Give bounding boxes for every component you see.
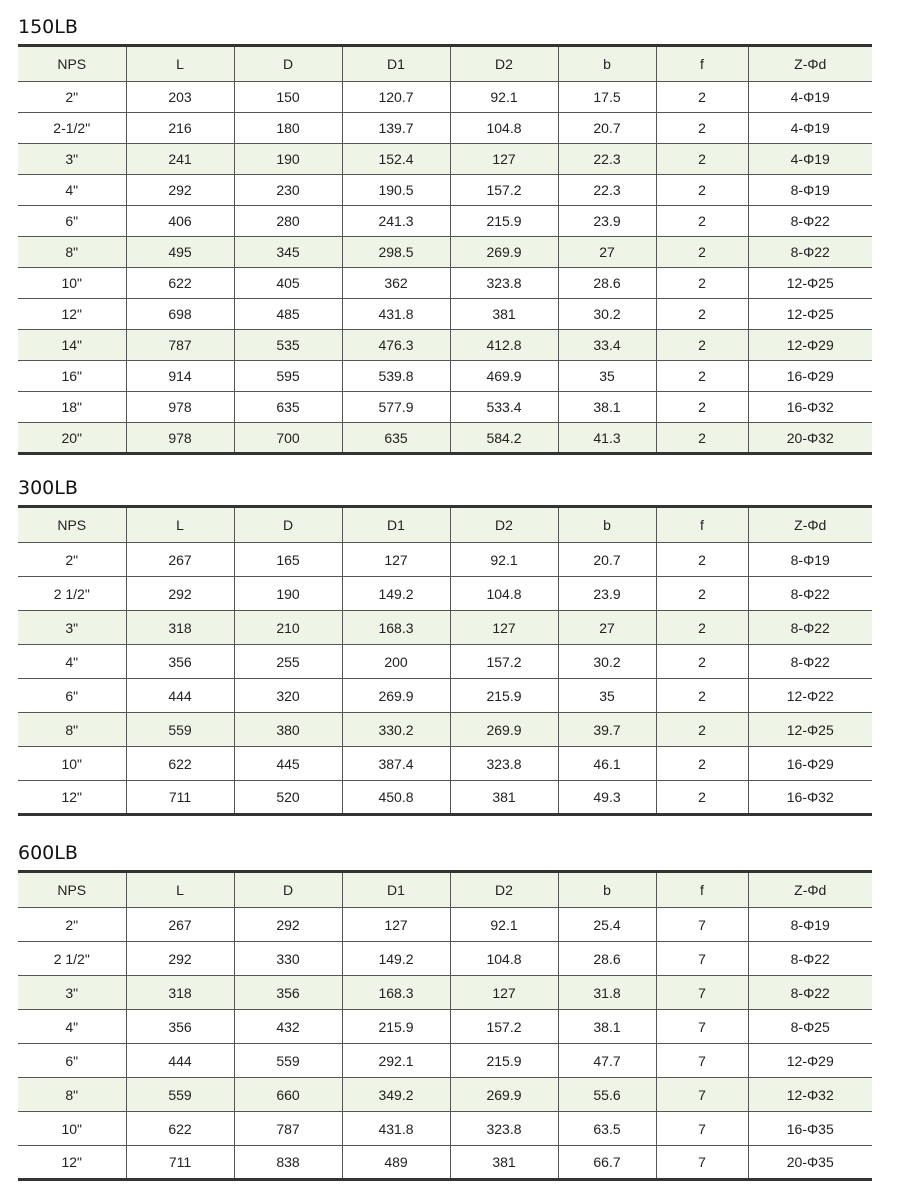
table-cell: 41.3 xyxy=(558,423,656,454)
table-cell: 2 xyxy=(656,679,748,713)
table-row xyxy=(18,942,872,976)
table-cell: 12-Φ25 xyxy=(748,268,872,299)
table-cell: 127 xyxy=(450,144,558,175)
table-cell: 2 xyxy=(656,113,748,144)
table-cell: 450.8 xyxy=(342,781,450,815)
table-cell: 269.9 xyxy=(450,713,558,747)
table-cell: 2 xyxy=(656,144,748,175)
table-cell: 269.9 xyxy=(342,679,450,713)
table-cell: 914 xyxy=(126,361,234,392)
header-row xyxy=(18,872,872,908)
table-cell: 216 xyxy=(126,113,234,144)
table-cell: 165 xyxy=(234,543,342,577)
column-header: NPS xyxy=(18,872,126,908)
column-header: D1 xyxy=(342,507,450,543)
table-cell: 711 xyxy=(126,781,234,815)
section-title: 150LB xyxy=(18,16,78,38)
table-cell: 27 xyxy=(558,237,656,268)
table-cell: 127 xyxy=(342,543,450,577)
table-cell: 292 xyxy=(126,175,234,206)
table-cell: 622 xyxy=(126,268,234,299)
table-cell: 20.7 xyxy=(558,113,656,144)
table-cell: 584.2 xyxy=(450,423,558,454)
table-row xyxy=(18,423,872,454)
table-cell: 469.9 xyxy=(450,361,558,392)
table-cell: 7 xyxy=(656,1112,748,1146)
table-cell: 292 xyxy=(126,942,234,976)
column-header: L xyxy=(126,507,234,543)
table-cell: 12-Φ25 xyxy=(748,713,872,747)
table-cell: 8-Φ19 xyxy=(748,175,872,206)
table-cell: 2 xyxy=(656,747,748,781)
table-cell: 444 xyxy=(126,679,234,713)
table-row xyxy=(18,1010,872,1044)
section-title: 600LB xyxy=(18,842,78,864)
table-cell: 149.2 xyxy=(342,942,450,976)
table-cell: 6" xyxy=(18,1044,126,1078)
table-row xyxy=(18,543,872,577)
table-cell: 190 xyxy=(234,144,342,175)
table-row xyxy=(18,1112,872,1146)
table-cell: 8-Φ22 xyxy=(748,577,872,611)
table-cell: 318 xyxy=(126,611,234,645)
table-cell: 4" xyxy=(18,1010,126,1044)
table-cell: 92.1 xyxy=(450,82,558,113)
table-cell: 3" xyxy=(18,611,126,645)
table-cell: 381 xyxy=(450,781,558,815)
table-row xyxy=(18,175,872,206)
table-cell: 30.2 xyxy=(558,645,656,679)
table-cell: 18" xyxy=(18,392,126,423)
table-cell: 330.2 xyxy=(342,713,450,747)
table-cell: 4-Φ19 xyxy=(748,82,872,113)
table-cell: 22.3 xyxy=(558,175,656,206)
table-row xyxy=(18,392,872,423)
table-cell: 2 xyxy=(656,543,748,577)
column-header: f xyxy=(656,507,748,543)
table-cell: 28.6 xyxy=(558,942,656,976)
table-cell: 520 xyxy=(234,781,342,815)
column-header: b xyxy=(558,46,656,82)
column-header: NPS xyxy=(18,46,126,82)
table-cell: 2 xyxy=(656,361,748,392)
column-header: D xyxy=(234,46,342,82)
table-cell: 2 xyxy=(656,299,748,330)
table-cell: 8-Φ25 xyxy=(748,1010,872,1044)
table-cell: 320 xyxy=(234,679,342,713)
table-cell: 10" xyxy=(18,747,126,781)
table-cell: 292.1 xyxy=(342,1044,450,1078)
table-cell: 35 xyxy=(558,361,656,392)
table-cell: 210 xyxy=(234,611,342,645)
table-cell: 35 xyxy=(558,679,656,713)
table-cell: 190 xyxy=(234,577,342,611)
table-cell: 533.4 xyxy=(450,392,558,423)
table-cell: 241 xyxy=(126,144,234,175)
table-cell: 12-Φ22 xyxy=(748,679,872,713)
table-cell: 485 xyxy=(234,299,342,330)
table-cell: 577.9 xyxy=(342,392,450,423)
table-cell: 38.1 xyxy=(558,392,656,423)
column-header: D2 xyxy=(450,872,558,908)
column-header: Z-Φd xyxy=(748,872,872,908)
table-cell: 2 xyxy=(656,330,748,361)
table-cell: 4-Φ19 xyxy=(748,144,872,175)
table-cell: 489 xyxy=(342,1146,450,1180)
table-cell: 139.7 xyxy=(342,113,450,144)
table-cell: 200 xyxy=(342,645,450,679)
table-cell: 476.3 xyxy=(342,330,450,361)
table-cell: 14" xyxy=(18,330,126,361)
table-cell: 16-Φ35 xyxy=(748,1112,872,1146)
table-cell: 150 xyxy=(234,82,342,113)
table-cell: 49.3 xyxy=(558,781,656,815)
table-cell: 298.5 xyxy=(342,237,450,268)
table-cell: 33.4 xyxy=(558,330,656,361)
table-cell: 356 xyxy=(126,645,234,679)
table-cell: 323.8 xyxy=(450,1112,558,1146)
table-cell: 20-Φ32 xyxy=(748,423,872,454)
spec-table-600lb xyxy=(18,870,872,1181)
table-cell: 4-Φ19 xyxy=(748,113,872,144)
table-cell: 203 xyxy=(126,82,234,113)
table-cell: 104.8 xyxy=(450,942,558,976)
column-header: b xyxy=(558,507,656,543)
table-cell: 559 xyxy=(234,1044,342,1078)
table-cell: 16-Φ29 xyxy=(748,361,872,392)
table-row xyxy=(18,1044,872,1078)
table-cell: 8-Φ19 xyxy=(748,908,872,942)
table-cell: 431.8 xyxy=(342,299,450,330)
table-cell: 215.9 xyxy=(450,206,558,237)
table-row xyxy=(18,361,872,392)
table-cell: 595 xyxy=(234,361,342,392)
table-cell: 2 xyxy=(656,392,748,423)
table-cell: 2 xyxy=(656,577,748,611)
table-cell: 356 xyxy=(126,1010,234,1044)
table-row xyxy=(18,976,872,1010)
table-cell: 10" xyxy=(18,1112,126,1146)
table-cell: 8-Φ22 xyxy=(748,611,872,645)
table-cell: 180 xyxy=(234,113,342,144)
table-cell: 104.8 xyxy=(450,577,558,611)
table-cell: 215.9 xyxy=(450,679,558,713)
table-cell: 12" xyxy=(61,789,83,805)
table-cell: 66.7 xyxy=(558,1146,656,1180)
table-cell: 412.8 xyxy=(450,330,558,361)
table-cell: 838 xyxy=(234,1146,342,1180)
table-cell: 267 xyxy=(126,543,234,577)
table-cell: 387.4 xyxy=(342,747,450,781)
header-row xyxy=(18,507,872,543)
table-cell: 46.1 xyxy=(558,747,656,781)
table-cell: 356 xyxy=(234,976,342,1010)
table-cell: 8" xyxy=(18,1078,126,1112)
table-cell: 7 xyxy=(656,1044,748,1078)
table-cell: 17.5 xyxy=(558,82,656,113)
table-cell: 12-Φ25 xyxy=(748,299,872,330)
column-header: L xyxy=(126,872,234,908)
table-cell: 280 xyxy=(234,206,342,237)
table-cell: 152.4 xyxy=(342,144,450,175)
table-row xyxy=(18,679,872,713)
table-cell: 20" xyxy=(18,423,126,454)
table-cell: 92.1 xyxy=(450,908,558,942)
table-cell: 8-Φ22 xyxy=(748,976,872,1010)
table-cell: 4" xyxy=(18,645,126,679)
table-row xyxy=(18,645,872,679)
table-cell: 622 xyxy=(126,747,234,781)
table-cell: 635 xyxy=(234,392,342,423)
table-row xyxy=(18,781,872,815)
table-cell: 2 xyxy=(656,237,748,268)
table-cell: 787 xyxy=(234,1112,342,1146)
table-cell: 20-Φ35 xyxy=(748,1146,872,1180)
table-cell: 12-Φ32 xyxy=(748,1078,872,1112)
table-cell: 535 xyxy=(234,330,342,361)
table-cell: 2 xyxy=(656,423,748,454)
table-row xyxy=(18,268,872,299)
table-row xyxy=(18,206,872,237)
table-cell: 431.8 xyxy=(342,1112,450,1146)
table-cell: 63.5 xyxy=(558,1112,656,1146)
table-row xyxy=(18,577,872,611)
table-cell: 31.8 xyxy=(558,976,656,1010)
table-cell: 157.2 xyxy=(450,1010,558,1044)
column-header: L xyxy=(126,46,234,82)
column-header: D xyxy=(234,872,342,908)
table-row xyxy=(18,330,872,361)
table-cell: 25.4 xyxy=(558,908,656,942)
column-header: b xyxy=(558,872,656,908)
table-cell: 8-Φ22 xyxy=(748,206,872,237)
table-cell: 2" xyxy=(18,543,126,577)
column-header: D2 xyxy=(450,46,558,82)
table-cell: 349.2 xyxy=(342,1078,450,1112)
table-cell: 241.3 xyxy=(342,206,450,237)
table-cell: 7 xyxy=(656,1078,748,1112)
table-cell: 7 xyxy=(656,1146,748,1180)
table-cell: 3" xyxy=(18,976,126,1010)
header-row xyxy=(18,46,872,82)
table-row xyxy=(18,144,872,175)
table-cell: 28.6 xyxy=(558,268,656,299)
table-cell: 127 xyxy=(450,611,558,645)
column-header: Z-Φd xyxy=(748,507,872,543)
table-cell: 23.9 xyxy=(558,577,656,611)
table-cell: 2 xyxy=(656,781,748,815)
table-cell: 23.9 xyxy=(558,206,656,237)
table-cell: 3" xyxy=(18,144,126,175)
table-row xyxy=(18,299,872,330)
table-cell: 168.3 xyxy=(342,976,450,1010)
table-cell: 2 xyxy=(656,645,748,679)
table-cell: 660 xyxy=(234,1078,342,1112)
table-cell: 22.3 xyxy=(558,144,656,175)
table-cell: 6" xyxy=(18,206,126,237)
table-row xyxy=(18,113,872,144)
table-cell: 978 xyxy=(126,392,234,423)
table-cell: 157.2 xyxy=(450,175,558,206)
table-cell: 787 xyxy=(126,330,234,361)
table-cell: 7 xyxy=(656,1010,748,1044)
table-cell: 406 xyxy=(126,206,234,237)
table-cell: 16" xyxy=(18,361,126,392)
table-cell: 345 xyxy=(234,237,342,268)
table-cell: 2" xyxy=(18,82,126,113)
table-cell: 7 xyxy=(656,908,748,942)
table-cell: 2" xyxy=(18,908,126,942)
table-cell: 230 xyxy=(234,175,342,206)
table-cell: 8-Φ19 xyxy=(748,543,872,577)
column-header: Z-Φd xyxy=(748,46,872,82)
table-cell: 8-Φ22 xyxy=(748,942,872,976)
column-header: f xyxy=(656,46,748,82)
table-cell: 47.7 xyxy=(558,1044,656,1078)
table-cell: 157.2 xyxy=(450,645,558,679)
table-cell: 292 xyxy=(126,577,234,611)
table-cell: 127 xyxy=(342,908,450,942)
table-cell: 432 xyxy=(234,1010,342,1044)
table-cell: 168.3 xyxy=(342,611,450,645)
table-cell: 12" xyxy=(61,1154,83,1170)
table-row xyxy=(18,713,872,747)
table-cell: 711 xyxy=(126,1146,234,1180)
table-cell: 330 xyxy=(234,942,342,976)
table-cell: 149.2 xyxy=(342,577,450,611)
table-cell: 698 xyxy=(126,299,234,330)
table-cell: 2 1/2" xyxy=(18,942,126,976)
table-cell: 381 xyxy=(450,299,558,330)
table-cell: 2 xyxy=(656,611,748,645)
table-cell: 2 xyxy=(656,206,748,237)
column-header: f xyxy=(656,872,748,908)
table-cell: 622 xyxy=(126,1112,234,1146)
table-cell: 978 xyxy=(126,423,234,454)
table-cell: 2 xyxy=(656,175,748,206)
table-cell: 269.9 xyxy=(450,1078,558,1112)
table-cell: 267 xyxy=(126,908,234,942)
table-cell: 2-1/2" xyxy=(18,113,126,144)
table-cell: 269.9 xyxy=(450,237,558,268)
table-cell: 127 xyxy=(450,976,558,1010)
spec-table-150lb xyxy=(18,44,872,455)
table-cell: 7 xyxy=(656,976,748,1010)
column-header: D2 xyxy=(450,507,558,543)
table-cell: 495 xyxy=(126,237,234,268)
table-cell: 292 xyxy=(234,908,342,942)
table-cell: 12-Φ29 xyxy=(748,330,872,361)
table-cell: 16-Φ32 xyxy=(748,781,872,815)
table-cell: 362 xyxy=(342,268,450,299)
table-cell: 16-Φ29 xyxy=(748,747,872,781)
table-cell: 120.7 xyxy=(342,82,450,113)
table-cell: 16-Φ32 xyxy=(748,392,872,423)
table-cell: 215.9 xyxy=(450,1044,558,1078)
column-header: D1 xyxy=(342,46,450,82)
table-cell: 39.7 xyxy=(558,713,656,747)
table-cell: 559 xyxy=(126,1078,234,1112)
table-cell: 700 xyxy=(234,423,342,454)
table-cell: 10" xyxy=(18,268,126,299)
table-cell: 559 xyxy=(126,713,234,747)
table-cell: 318 xyxy=(126,976,234,1010)
table-cell: 444 xyxy=(126,1044,234,1078)
column-header: NPS xyxy=(18,507,126,543)
table-cell: 255 xyxy=(234,645,342,679)
table-cell: 190.5 xyxy=(342,175,450,206)
column-header: D1 xyxy=(342,872,450,908)
table-row xyxy=(18,611,872,645)
table-cell: 323.8 xyxy=(450,747,558,781)
table-cell: 7 xyxy=(656,942,748,976)
table-cell: 38.1 xyxy=(558,1010,656,1044)
table-cell: 4" xyxy=(18,175,126,206)
table-cell: 6" xyxy=(18,679,126,713)
table-cell: 215.9 xyxy=(342,1010,450,1044)
section-title: 300LB xyxy=(18,477,78,499)
table-cell: 445 xyxy=(234,747,342,781)
table-row xyxy=(18,908,872,942)
column-header: D xyxy=(234,507,342,543)
table-cell: 323.8 xyxy=(450,268,558,299)
spec-table-300lb xyxy=(18,505,872,816)
table-cell: 2 xyxy=(656,268,748,299)
table-row xyxy=(18,82,872,113)
table-cell: 12" xyxy=(18,299,126,330)
table-cell: 92.1 xyxy=(450,543,558,577)
table-cell: 8" xyxy=(18,713,126,747)
table-cell: 8" xyxy=(18,237,126,268)
table-cell: 20.7 xyxy=(558,543,656,577)
table-cell: 380 xyxy=(234,713,342,747)
table-row xyxy=(18,747,872,781)
table-cell: 8-Φ22 xyxy=(748,645,872,679)
table-row xyxy=(18,237,872,268)
table-cell: 104.8 xyxy=(450,113,558,144)
table-cell: 12-Φ29 xyxy=(748,1044,872,1078)
table-cell: 539.8 xyxy=(342,361,450,392)
table-cell: 2 xyxy=(656,713,748,747)
table-cell: 2 xyxy=(656,82,748,113)
table-cell: 8-Φ22 xyxy=(748,237,872,268)
table-cell: 55.6 xyxy=(558,1078,656,1112)
table-cell: 2 1/2" xyxy=(18,577,126,611)
table-cell: 30.2 xyxy=(558,299,656,330)
table-row xyxy=(18,1078,872,1112)
table-cell: 381 xyxy=(450,1146,558,1180)
table-cell: 405 xyxy=(234,268,342,299)
table-cell: 635 xyxy=(342,423,450,454)
table-row xyxy=(18,1146,872,1180)
table-cell: 27 xyxy=(558,611,656,645)
